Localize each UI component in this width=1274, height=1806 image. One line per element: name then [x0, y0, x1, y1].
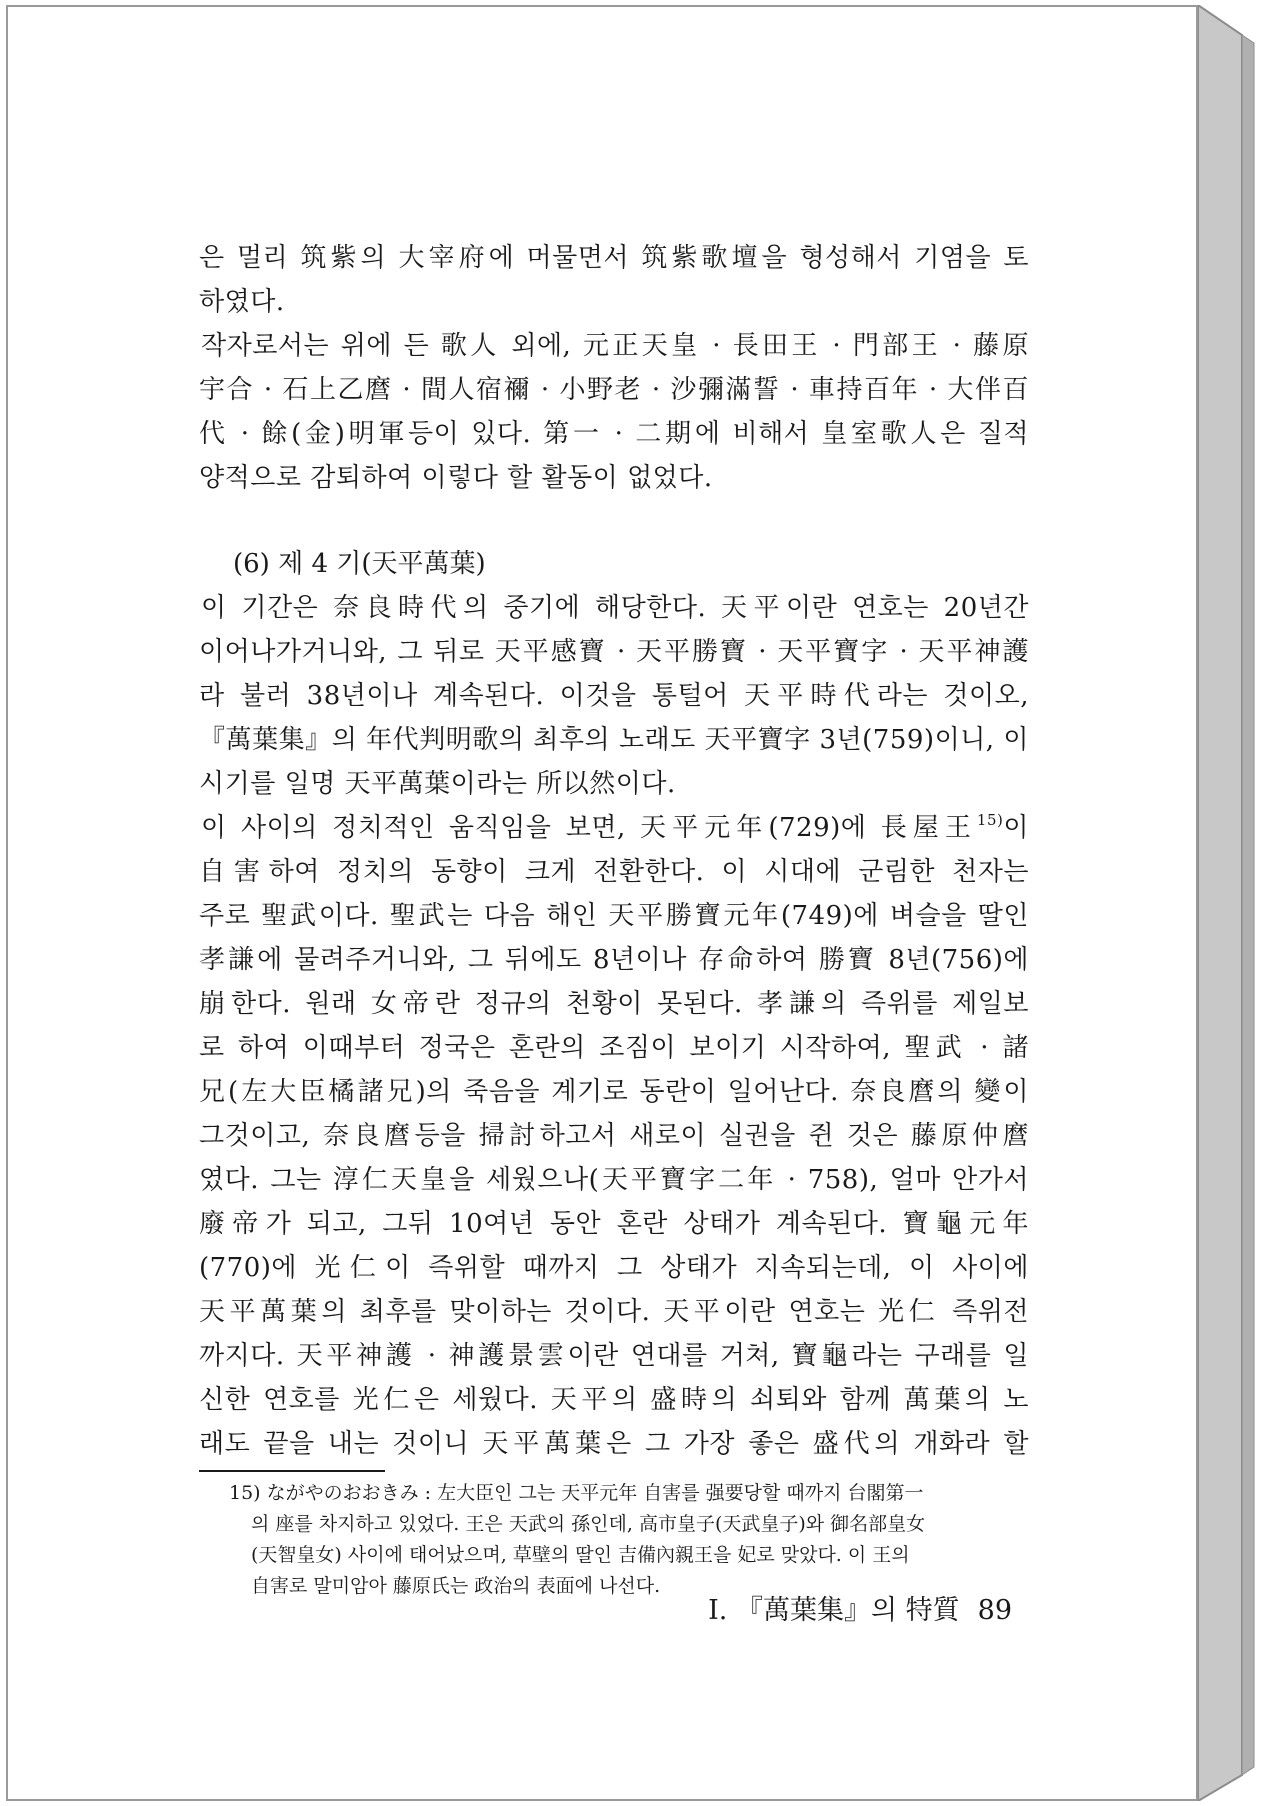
- text-line: 시기를 일명 天平萬葉이라는 所以然이다.: [199, 769, 676, 799]
- text-line: 로 하여 이때부터 정국은 혼란의 조짐이 보이기 시작하여, 聖武 · 諸: [199, 1033, 1029, 1063]
- text-line: 래도 끝을 내는 것이니 天平萬葉은 그 가장 좋은 盛代의 개화라 할: [199, 1429, 1029, 1459]
- text-span: 이 사이의 정치적인 움직임을 보면, 天平元年(729)에 長屋王: [201, 813, 977, 843]
- page-body: [199, 236, 1029, 1602]
- text-line: 작자로서는 위에 든 歌人 외에, 元正天皇 · 長田王 · 門部王 · 藤原: [201, 331, 1029, 361]
- paragraph-period: [199, 586, 1029, 806]
- page-stack-edge: [1198, 5, 1256, 1801]
- paragraph-politics: [199, 806, 1029, 1466]
- text-line: 까지다. 天平神護 · 神護景雲이란 연대를 거쳐, 寶龜라는 구래를 일: [199, 1341, 1029, 1371]
- page-footer: [0, 1588, 1012, 1627]
- footnote-reference: 15): [976, 811, 1004, 829]
- text-line: 孝謙에 물려주거니와, 그 뒤에도 8년이나 存命하여 勝寶 8년(756)에: [199, 945, 1029, 975]
- text-line: 은 멀리 筑紫의 大宰府에 머물면서 筑紫歌壇을 형성해서 기염을 토: [199, 243, 1029, 273]
- footnote-line: 15) ながやのおおきみ : 左大臣인 그는 天平元年 自害를 强要당할 때까지 台閣第一: [229, 1482, 924, 1504]
- text-line: [199, 806, 1029, 850]
- text-line: 였다. 그는 淳仁天皇을 세웠으나(天平寶字二年 · 758), 얼마 안가서: [199, 1165, 1029, 1195]
- text-line: 代 · 餘(金)明軍등이 있다. 第一 · 二期에 비해서 皇室歌人은 질적: [199, 419, 1029, 449]
- text-line: 신한 연호를 光仁은 세웠다. 天平의 盛時의 쇠퇴와 함께 萬葉의 노: [199, 1385, 1029, 1415]
- text-line: 宇合 · 石上乙麿 · 間人宿禰 · 小野老 · 沙彌滿誓 · 車持百年 · 大伴百: [199, 375, 1029, 405]
- paragraph-top: [199, 236, 1029, 324]
- text-line: 주로 聖武이다. 聖武는 다음 해인 天平勝寶元年(749)에 벼슬을 딸인: [199, 901, 1029, 931]
- text-line: (770)에 光仁이 즉위할 때까지 그 상태가 지속되는데, 이 사이에: [199, 1253, 1029, 1283]
- text-line: 廢帝가 되고, 그뒤 10여년 동안 혼란 상태가 계속된다. 寶龜元年: [199, 1209, 1029, 1239]
- footnote-line: (天智皇女) 사이에 태어났으며, 草壁의 딸인 吉備內親王을 妃로 맞았다. 이 王의: [251, 1544, 910, 1566]
- text-span: 이: [1003, 813, 1029, 843]
- text-line: 이어나가거니와, 그 뒤로 天平感寶 · 天平勝寶 · 天平寶字 · 天平神護: [199, 637, 1029, 667]
- footnote-line: 의 座를 차지하고 있었다. 王은 天武의 孫인데, 高市皇子(天武皇子)와 御名部皇女: [251, 1513, 926, 1535]
- text-line: 『萬葉集』의 年代判明歌의 최후의 노래도 天平寶字 3년(759)이니, 이: [199, 725, 1029, 755]
- text-line: 兄(左大臣橘諸兄)의 죽음을 계기로 동란이 일어난다. 奈良麿의 變이: [199, 1077, 1029, 1107]
- text-line: 天平萬葉의 최후를 맞이하는 것이다. 天平이란 연호는 光仁 즉위전: [199, 1297, 1029, 1327]
- text-line: 自害하여 정치의 동향이 크게 전환한다. 이 시대에 군림한 천자는: [199, 857, 1029, 887]
- text-line: 崩한다. 원래 女帝란 정규의 천황이 못된다. 孝謙의 즉위를 제일보: [199, 989, 1029, 1019]
- footnote-divider: [199, 1470, 385, 1472]
- page-number: 89: [977, 1595, 1012, 1626]
- running-footer: I. 『萬葉集』의 特質: [708, 1595, 960, 1626]
- section-gap: [199, 500, 1029, 542]
- text-line: 하였다.: [199, 287, 285, 317]
- text-line: 그것이고, 奈良麿등을 掃討하고서 새로이 실권을 쥔 것은 藤原仲麿: [199, 1121, 1029, 1151]
- section-heading: (6) 제 4 기(天平萬葉): [233, 549, 486, 579]
- paragraph-authors: [199, 324, 1029, 500]
- footnote-line: 自害로 말미암아 藤原氏는 政治의 表面에 나선다.: [251, 1575, 661, 1597]
- footnote: [199, 1478, 1029, 1602]
- text-line: 라 불러 38년이나 계속된다. 이것을 통털어 天平時代라는 것이오,: [199, 681, 1029, 711]
- text-line: 이 기간은 奈良時代의 중기에 해당한다. 天平이란 연호는 20년간: [201, 593, 1029, 623]
- text-line: 양적으로 감퇴하여 이렇다 할 활동이 없었다.: [199, 463, 713, 493]
